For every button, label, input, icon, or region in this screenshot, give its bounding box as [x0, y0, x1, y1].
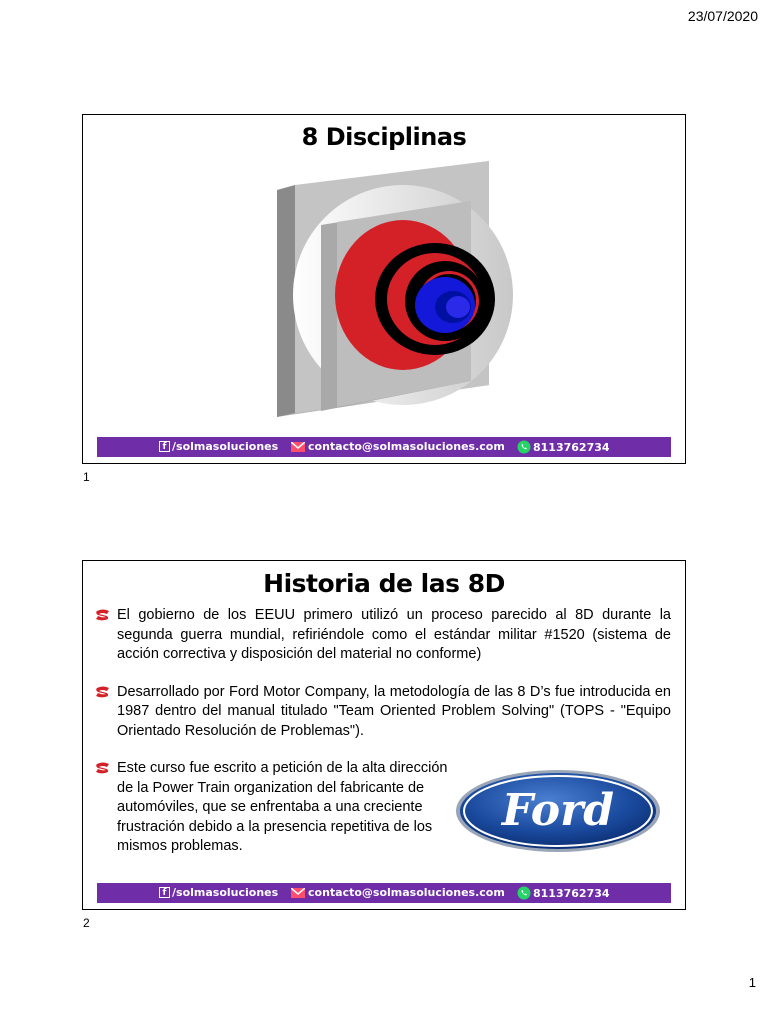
facebook-icon: f [159, 441, 170, 452]
contact-footer [97, 437, 671, 457]
whatsapp-icon [517, 886, 531, 900]
ford-logo-text: Ford [501, 785, 615, 836]
facebook-icon: f [159, 887, 170, 898]
document-date: 23/07/2020 [687, 8, 758, 24]
bullet-swoosh-icon [95, 609, 111, 621]
facebook-contact[interactable] [159, 886, 278, 899]
bullet-text: El gobierno de los EEUU primero utilizó un proceso parecido al 8D durante la segunda guerra mundial, refiriéndole como el estándar militar #1520 (sistema de acción correctiva y disposición del material no conforme) [117, 607, 671, 662]
email-address: contacto@solmasoluciones.com [308, 886, 505, 899]
whatsapp-icon [517, 440, 531, 454]
page-number: 1 [748, 975, 756, 990]
disciplines-3d-graphic [83, 115, 685, 463]
email-address: contacto@solmasoluciones.com [308, 440, 505, 453]
phone-number: 8113762734 [533, 886, 610, 900]
email-contact[interactable] [291, 886, 505, 899]
slide-1-title: 8 Disciplinas [301, 123, 467, 151]
email-contact[interactable] [291, 440, 505, 453]
bullet-item [95, 759, 457, 857]
bullet-text: Desarrollado por Ford Motor Company, la metodología de las 8 D’s fue introducida en 1987 dentro del manual titulado "Team Oriented Problem Solving" (TOPS - "Equipo Orientado Resolución de Problemas"). [117, 683, 671, 739]
mail-icon [291, 888, 305, 898]
facebook-handle: /solmasoluciones [172, 886, 279, 899]
slide-2-title: Historia de las 8D [263, 569, 505, 598]
bullet-swoosh-icon [95, 762, 111, 774]
mail-icon [291, 442, 305, 452]
whatsapp-contact[interactable] [517, 440, 610, 454]
phone-number: 8113762734 [533, 440, 610, 454]
slide-1 [82, 114, 686, 464]
bullet-text: Este curso fue escrito a petición de la alta dirección de la Power Train organization del fabricante de automóviles, que se enfrentaba a una creciente frustración debido a la presencia repetitiva de los mismos problemas. [117, 760, 448, 854]
bullet-item [95, 606, 671, 665]
facebook-handle: /solmasoluciones [172, 440, 279, 453]
bullet-swoosh-icon [95, 686, 111, 698]
slide-2-number: 2 [83, 916, 90, 930]
facebook-contact[interactable] [159, 440, 278, 453]
bullet-item [95, 683, 671, 742]
whatsapp-contact[interactable] [517, 886, 610, 900]
slide-1-number: 1 [83, 470, 90, 484]
slide-2 [82, 560, 686, 910]
ford-logo [455, 769, 661, 853]
contact-footer [97, 883, 671, 903]
